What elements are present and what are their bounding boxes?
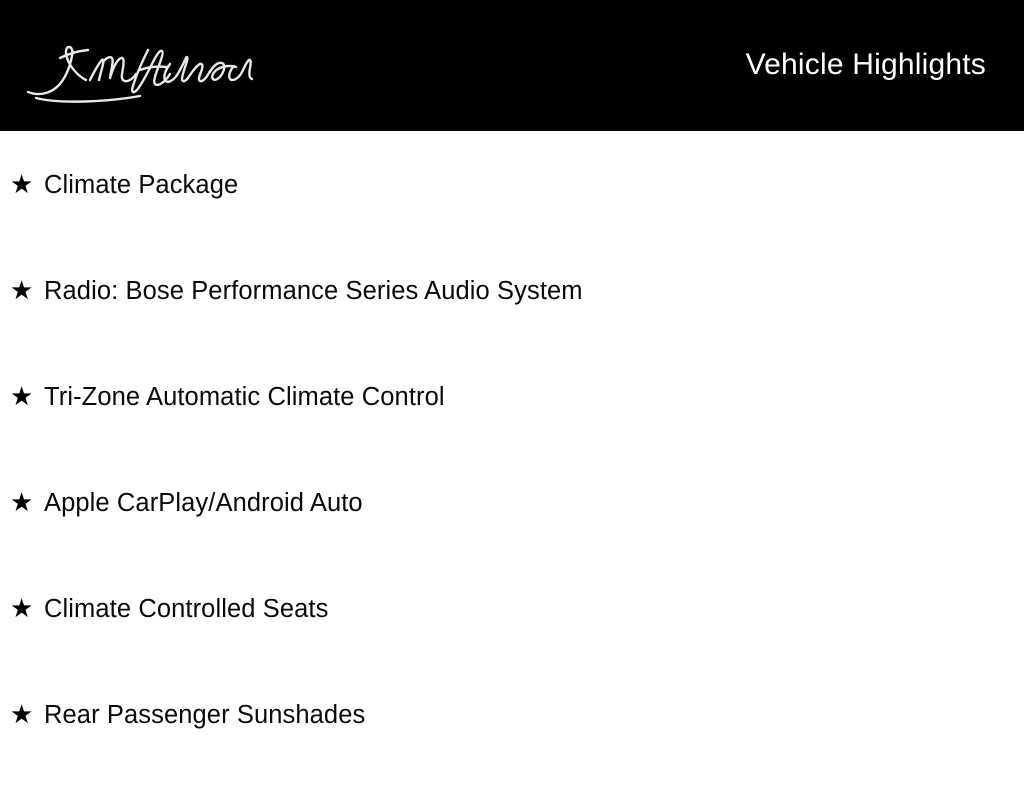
list-item <box>0 595 1024 701</box>
star-icon: ★ <box>10 593 34 623</box>
list-item <box>0 131 1024 277</box>
star-icon: ★ <box>10 275 34 305</box>
star-icon: ★ <box>10 487 34 517</box>
page-title: Vehicle Highlights <box>745 47 986 81</box>
vehicle-highlights-list <box>0 131 1024 807</box>
page-header <box>0 0 1024 131</box>
star-icon: ★ <box>10 381 34 411</box>
star-icon: ★ <box>10 169 34 199</box>
highlight-label: Rear Passenger Sunshades <box>44 701 366 729</box>
star-icon: ★ <box>10 699 34 729</box>
list-item <box>0 277 1024 383</box>
list-item <box>0 383 1024 489</box>
highlight-label: Climate Package <box>44 171 239 199</box>
highlight-label: Radio: Bose Performance Series Audio System <box>44 277 583 305</box>
highlight-label: Apple CarPlay/Android Auto <box>44 489 363 517</box>
highlight-label: Tri-Zone Automatic Climate Control <box>44 383 445 411</box>
highlight-label: Climate Controlled Seats <box>44 595 329 623</box>
jim-hudson-logo <box>20 34 260 104</box>
list-item <box>0 701 1024 807</box>
list-item <box>0 489 1024 595</box>
